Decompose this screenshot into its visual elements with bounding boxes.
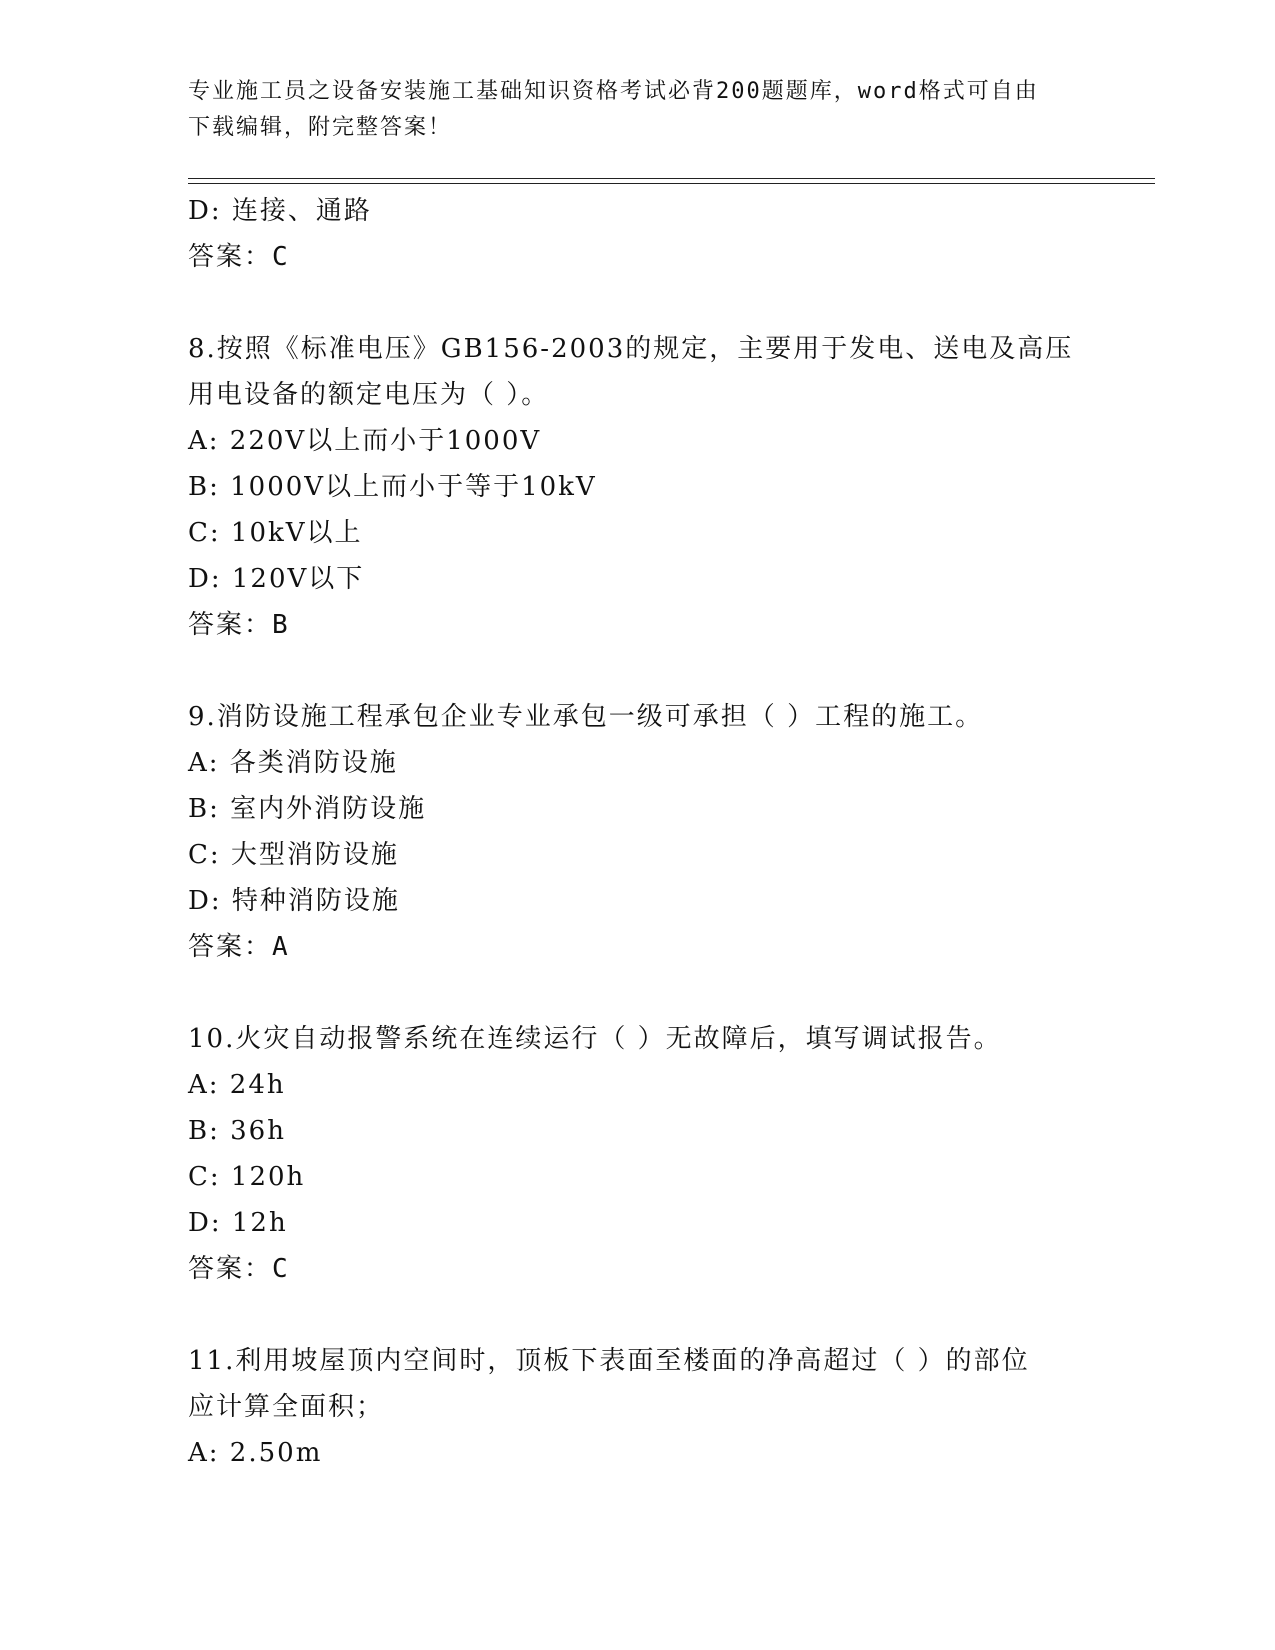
option-c: C: 大型消防设施 (188, 840, 399, 870)
option-c: C: 10kV以上 (188, 518, 363, 548)
option-b: B: 1000V以上而小于等于10kV (188, 472, 597, 502)
question-stem-cont: 用电设备的额定电压为（ ）。 (188, 380, 550, 410)
option-d: D: 12h (188, 1208, 288, 1238)
answer-line: 答案：C (188, 242, 290, 272)
question-stem: 8.按照《标准电压》GB156-2003的规定，主要用于发电、送电及高压 (188, 334, 1074, 364)
answer-line: 答案：C (188, 1254, 290, 1284)
question-stem: 11.利用坡屋顶内空间时，顶板下表面至楼面的净高超过（ ）的部位 (188, 1346, 1030, 1376)
option-b: B: 36h (188, 1116, 286, 1146)
option-d: D: 连接、通路 (188, 196, 372, 226)
question-10 (188, 1016, 1088, 1292)
answer-line: 答案：B (188, 610, 290, 640)
question-9 (188, 694, 1088, 970)
option-a: A: 各类消防设施 (188, 748, 398, 778)
question-stem: 9.消防设施工程承包企业专业承包一级可承担（ ）工程的施工。 (188, 702, 984, 732)
header-line-2: 下载编辑，附完整答案！ (188, 115, 453, 140)
question-8 (188, 326, 1088, 648)
header-line-1: 专业施工员之设备安装施工基础知识资格考试必背200题题库，word格式可自由 (188, 79, 1039, 104)
option-b: B: 室内外消防设施 (188, 794, 427, 824)
header-divider-bottom (188, 183, 1155, 184)
option-a: A: 2.50m (188, 1438, 323, 1468)
question-stem-cont: 应计算全面积； (188, 1392, 385, 1422)
answer-line: 答案：A (188, 932, 290, 962)
option-d: D: 特种消防设施 (188, 886, 400, 916)
option-a: A: 24h (188, 1070, 286, 1100)
document-header (188, 74, 1088, 146)
document-body (188, 188, 1088, 1476)
option-c: C: 120h (188, 1162, 306, 1192)
header-divider-top (188, 178, 1155, 179)
option-a: A: 220V以上而小于1000V (188, 426, 542, 456)
option-d: D: 120V以下 (188, 564, 365, 594)
question-stem: 10.火灾自动报警系统在连续运行（ ）无故障后，填写调试报告。 (188, 1024, 1002, 1054)
question-11 (188, 1338, 1088, 1476)
